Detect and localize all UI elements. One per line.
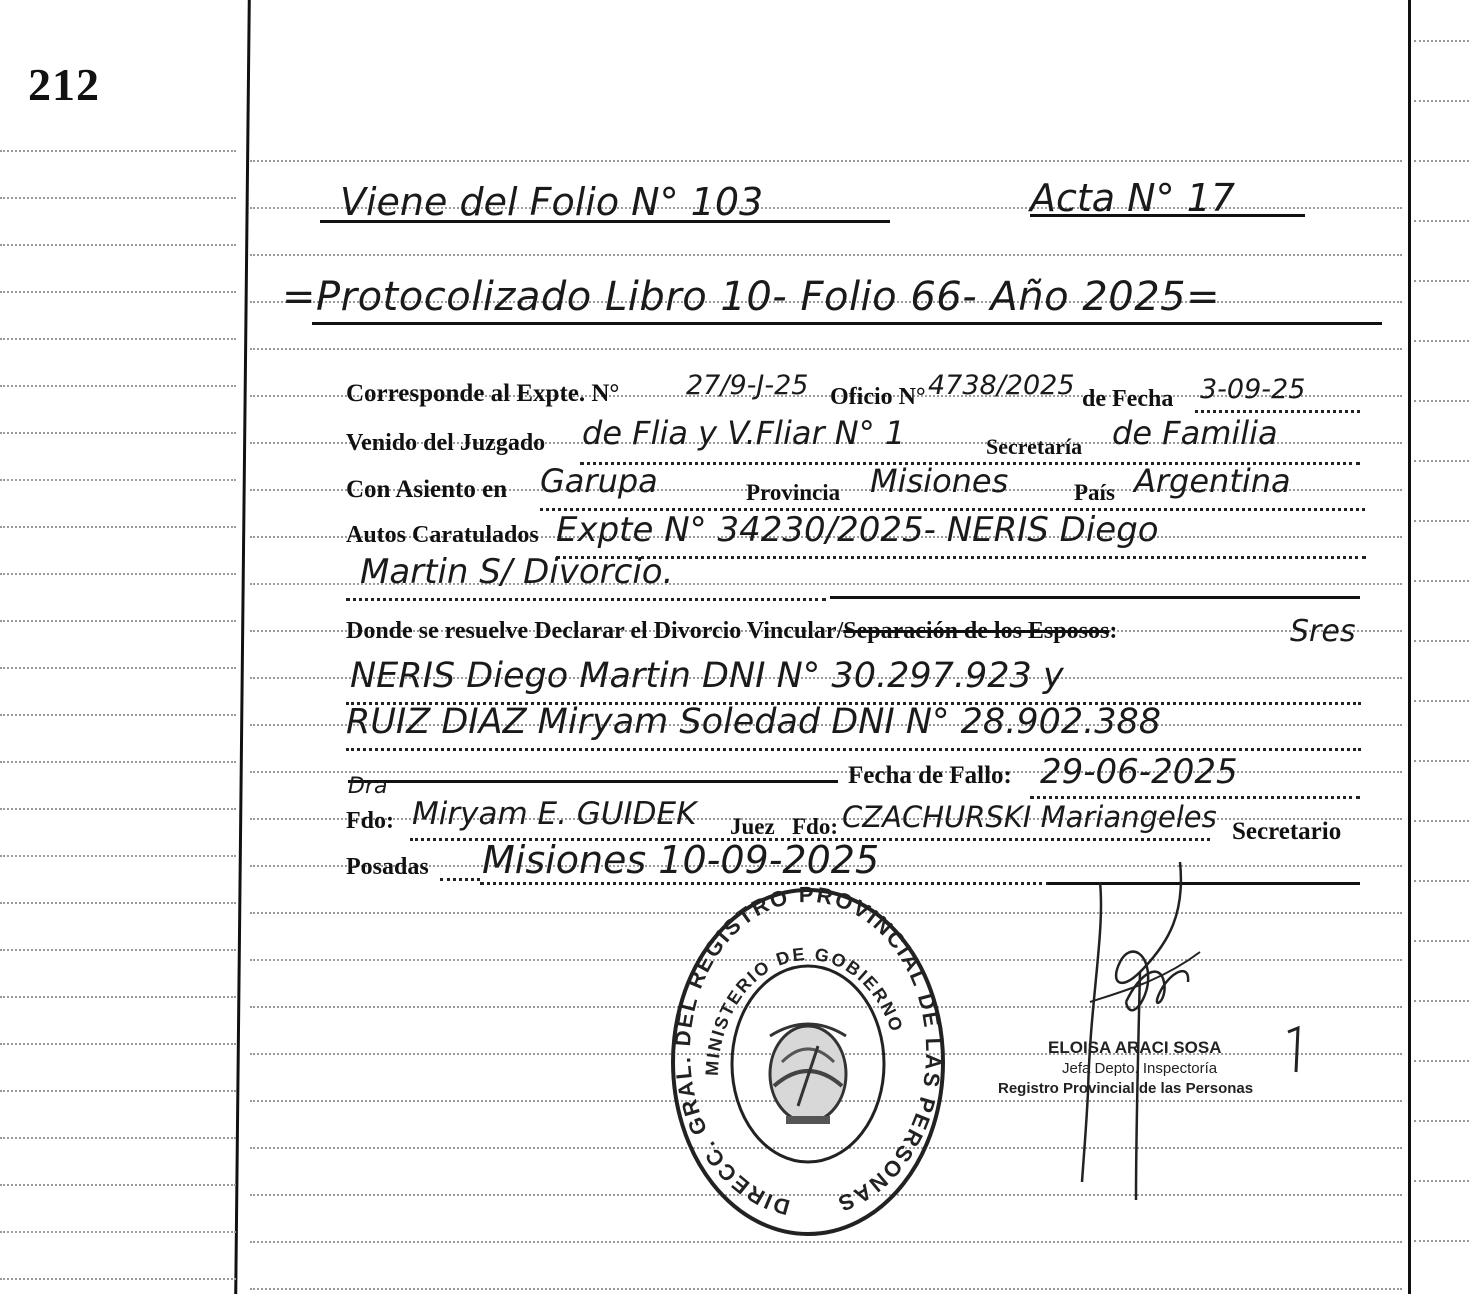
fecha-value: 3-09-25 (1200, 374, 1306, 405)
ruled-line-margin (0, 902, 236, 904)
secretario-label: Secretario (1232, 818, 1342, 845)
ruled-line-margin (0, 291, 236, 293)
ruled-line-margin (0, 338, 236, 340)
secretario-value: CZACHURSKI Mariangeles (842, 800, 1217, 834)
ruled-line-body (250, 160, 1402, 162)
juez-value: Miryam E. GUIDEK (412, 796, 697, 832)
protocolizado-line: =Protocolizado Libro 10- Folio 66- Año 2025= (282, 274, 1221, 320)
ruled-line-right-margin (1414, 1120, 1469, 1122)
ruled-line-right-margin (1414, 1180, 1469, 1182)
ruled-line-margin (0, 761, 236, 763)
ruled-line-right-margin (1414, 700, 1469, 702)
seal-inner-text: MINISTERIO DE GOBIERNO (701, 943, 908, 1077)
autos-value-2: Martin S/ Divorcio. (360, 552, 674, 592)
ruled-line-right-margin (1414, 1240, 1469, 1242)
ruled-line-right-margin (1414, 100, 1469, 102)
seal-emblem (770, 1024, 846, 1124)
fdo-label: Fdo: (346, 808, 394, 834)
ruled-line-right-margin (1414, 520, 1469, 522)
ruled-line-right-margin (1414, 460, 1469, 462)
ruled-line-margin (0, 479, 236, 481)
corresponde-value: 27/9-J-25 (686, 370, 809, 401)
ruled-line-body (250, 254, 1402, 256)
ruled-line-body (250, 348, 1402, 350)
fdo2-label: Fdo: (792, 814, 838, 839)
ruled-line-right-margin (1414, 580, 1469, 582)
posadas-value: Misiones 10-09-2025 (482, 838, 880, 882)
signatory-office: Registro Provincial de las Personas (998, 1080, 1254, 1097)
ruled-line-body (250, 1288, 1402, 1290)
row11-dots (480, 882, 1050, 885)
ruled-line-margin (0, 1090, 236, 1092)
fdo-prefix: Dra (348, 774, 388, 799)
row5-dots-left (346, 598, 826, 601)
signature-mark (1282, 1024, 1306, 1076)
row8-dots (346, 748, 1361, 751)
signatory-name: ELOISA ARACI SOSA (1048, 1038, 1222, 1057)
ruled-line-margin (0, 620, 236, 622)
oficio-value: 4738/2025 (928, 370, 1075, 401)
viene-underline (320, 220, 890, 223)
posadas-label: Posadas (346, 854, 429, 880)
ruled-line-right-margin (1414, 760, 1469, 762)
asiento-value: Garupa (540, 462, 658, 500)
ruled-line-right-margin (1414, 880, 1469, 882)
ruled-line-margin (0, 432, 236, 434)
signatory-title: Jefa Depto. Inspectoría (1062, 1060, 1218, 1077)
resuelve-label: Donde se resuelve Declarar el Divorcio Vincular/Separación de los Esposos: (346, 618, 1118, 644)
resuelve-label-text: Donde se resuelve Declarar el Divorcio Vincular/ (346, 618, 844, 644)
party-1: NERIS Diego Martin DNI N° 30.297.923 y (350, 656, 1064, 696)
ruled-line-margin (0, 385, 236, 387)
acta-underline (1030, 214, 1305, 217)
pais-value: Argentina (1134, 462, 1291, 500)
ruled-line-margin (0, 714, 236, 716)
ruled-line-right-margin (1414, 40, 1469, 42)
ruled-line-right-margin (1414, 940, 1469, 942)
provincia-label: Provincia (746, 480, 841, 505)
juez-label: Juez (730, 814, 775, 839)
ruled-line-right-margin (1414, 1000, 1469, 1002)
row9-dots (1030, 796, 1360, 799)
ruled-line-right-margin (1414, 220, 1469, 222)
ruled-line-right-margin (1414, 640, 1469, 642)
ruled-line-margin (0, 667, 236, 669)
ruled-line-margin (0, 1184, 236, 1186)
row1-dots (1195, 410, 1360, 413)
provincia-value: Misiones (870, 462, 1009, 500)
ruled-line-margin (0, 526, 236, 528)
resuelve-value: Sres (1290, 614, 1356, 649)
ruled-line-right-margin (1414, 1060, 1469, 1062)
fecha-label: de Fecha (1082, 386, 1174, 412)
ruled-line-margin (0, 1278, 236, 1280)
ruled-line-margin (0, 1043, 236, 1045)
ruled-line-margin (0, 808, 236, 810)
ruled-line-margin (0, 197, 236, 199)
autos-label: Autos Caratulados (346, 522, 539, 548)
ruled-line-margin (0, 150, 236, 152)
acta-number: Acta N° 17 (1030, 176, 1236, 220)
ruled-line-right-margin (1414, 820, 1469, 822)
ruled-line-right-margin (1414, 400, 1469, 402)
ruled-line-margin (0, 1231, 236, 1233)
margin-line-right (1408, 0, 1411, 1294)
row11-dots-left (440, 878, 480, 881)
corresponde-label: Corresponde al Expte. N° (346, 380, 620, 407)
autos-value-1: Expte N° 34230/2025- NERIS Diego (556, 510, 1159, 550)
ruled-line-margin (0, 573, 236, 575)
ruled-line-margin (0, 855, 236, 857)
pais-label: País (1074, 480, 1115, 505)
row5-line (830, 596, 1360, 599)
handwritten-signature (1060, 852, 1210, 1202)
ruled-line-right-margin (1414, 280, 1469, 282)
oficio-label: Oficio N° (830, 384, 926, 410)
asiento-label: Con Asiento en (346, 476, 508, 503)
venido-value: de Flia y V.Fliar N° 1 (582, 414, 906, 452)
margin-line-left (234, 0, 251, 1294)
ruled-line-margin (0, 996, 236, 998)
protocolizado-underline (312, 322, 1382, 325)
ruled-line-margin (0, 1137, 236, 1139)
secretaria-value: de Familia (1112, 414, 1278, 452)
resuelve-struck-text: Separación de los Esposos (843, 618, 1110, 644)
ruled-line-margin (0, 949, 236, 951)
party-2: RUIZ DIAZ Miryam Soledad DNI N° 28.902.388 (346, 702, 1162, 742)
ruled-line-right-margin (1414, 340, 1469, 342)
fallo-label: Fecha de Fallo: (848, 762, 1012, 789)
row9-line (348, 780, 838, 783)
secretaria-label: Secretaría (986, 434, 1083, 459)
viene-del-folio: Viene del Folio N° 103 (340, 180, 764, 224)
row4-dots (556, 556, 1366, 559)
venido-label: Venido del Juzgado (346, 430, 546, 456)
official-seal (670, 886, 946, 1242)
seal-outer-text: DIRECC. GRAL. DEL REGISTRO PROVINCIAL DE LAS PERSONAS (670, 886, 946, 1221)
folio-number: 212 (28, 59, 100, 110)
ruled-line-right-margin (1414, 160, 1469, 162)
ruled-line-margin (0, 244, 236, 246)
fallo-value: 29-06-2025 (1040, 752, 1238, 792)
